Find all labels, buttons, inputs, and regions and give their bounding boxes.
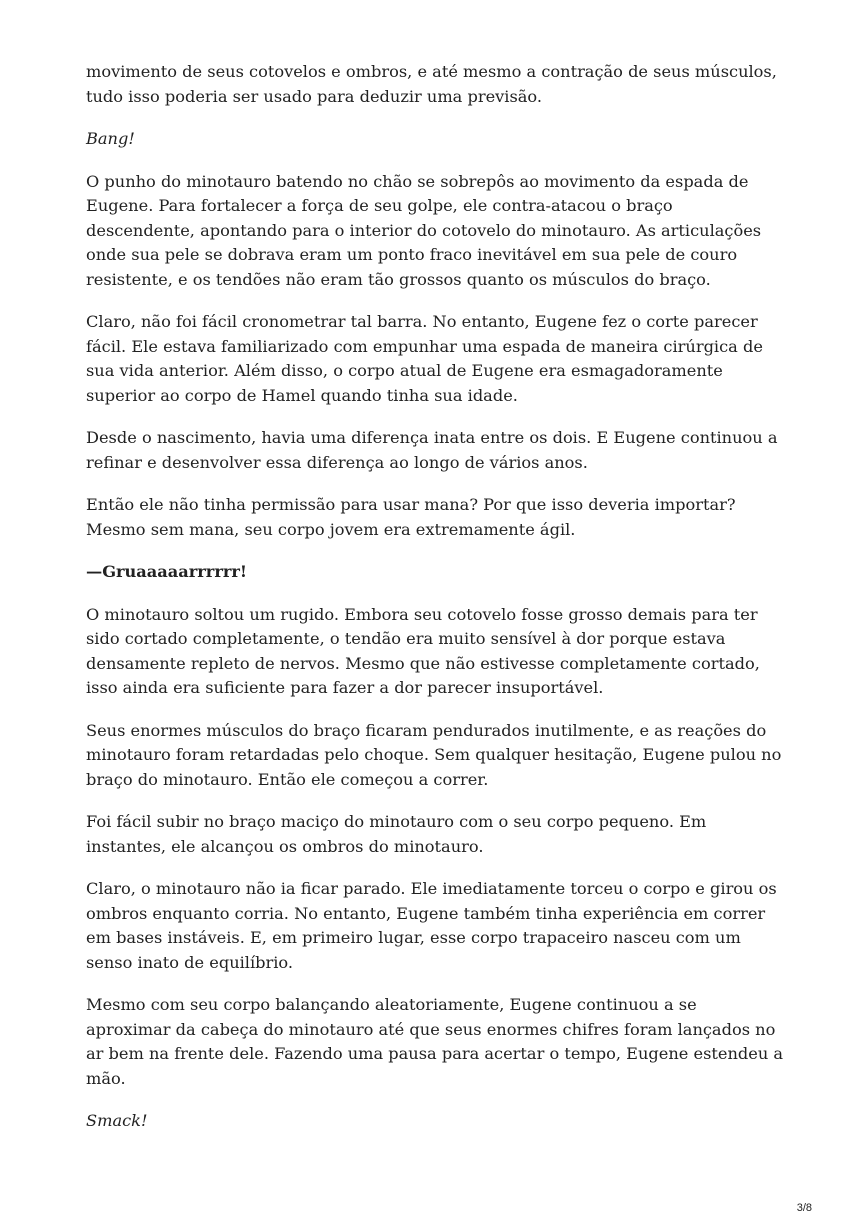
- paragraph-9: Seus enormes músculos do braço ficaram pendurados inutilmente, e as reações do minotauro foram retardadas pelo choque. Sem qualquer hesitação, Eugene pulou no braço do minotauro. Então ele começou a correr.: [86, 720, 782, 789]
- paragraph-8: O minotauro soltou um rugido. Embora seu cotovelo fosse grosso demais para ter sido cortado completamente, o tendão era muito sensível à dor porque estava densamente repleto de nervos. Mesmo que não estivesse completamente cortado, isso ainda era suficiente para fazer a dor parecer insuportável.: [86, 604, 760, 697]
- sound-effect-smack: Smack!: [86, 1111, 148, 1130]
- paragraph-11: Claro, o minotauro não ia ficar parado. Ele imediatamente torceu o corpo e girou os ombros enquanto corria. No entanto, Eugene também tinha experiência em correr em bases instáveis. E, em primeiro lugar, esse corpo trapaceiro nasceu com um senso inato de equilíbrio.: [86, 879, 777, 972]
- paragraph-6: Então ele não tinha permissão para usar mana? Por que isso deveria importar? Mesmo sem mana, seu corpo jovem era extremamente ágil.: [86, 495, 736, 539]
- page-number: 3/8: [796, 1202, 812, 1214]
- document-body: [86, 60, 786, 1152]
- sound-effect-bang: Bang!: [86, 129, 135, 148]
- paragraph-3: O punho do minotauro batendo no chão se sobrepôs ao movimento da espada de Eugene. Para fortalecer a força de seu golpe, ele contra-atacou o braço descendente, apontando para o interior do cotovelo do minotauro. As articulações onde sua pele se dobrava eram um ponto fraco inevitável em sua pele de couro resistente, e os tendões não eram tão grossos quanto os músculos do braço.: [86, 171, 762, 289]
- paragraph-1: movimento de seus cotovelos e ombros, e até mesmo a contração de seus músculos, tudo isso poderia ser usado para deduzir uma previsão.: [86, 62, 777, 106]
- paragraph-5: Desde o nascimento, havia uma diferença inata entre os dois. E Eugene continuou a refinar e desenvolver essa diferença ao longo de vários anos.: [86, 428, 778, 472]
- paragraph-12: Mesmo com seu corpo balançando aleatoriamente, Eugene continuou a se aproximar da cabeça do minotauro até que seus enormes chifres foram lançados no ar bem na frente dele. Fazendo uma pausa para acertar o tempo, Eugene estendeu a mão.: [86, 995, 784, 1088]
- roar-line: —Gruaaaaarrrrrr!: [86, 562, 248, 581]
- paragraph-10: Foi fácil subir no braço maciço do minotauro com o seu corpo pequeno. Em instantes, ele alcançou os ombros do minotauro.: [86, 812, 707, 856]
- paragraph-4: Claro, não foi fácil cronometrar tal barra. No entanto, Eugene fez o corte parecer fácil. Ele estava familiarizado com empunhar uma espada de maneira cirúrgica de sua vida anterior. Além disso, o corpo atual de Eugene era esmagadoramente superior ao corpo de Hamel quando tinha sua idade.: [86, 312, 763, 405]
